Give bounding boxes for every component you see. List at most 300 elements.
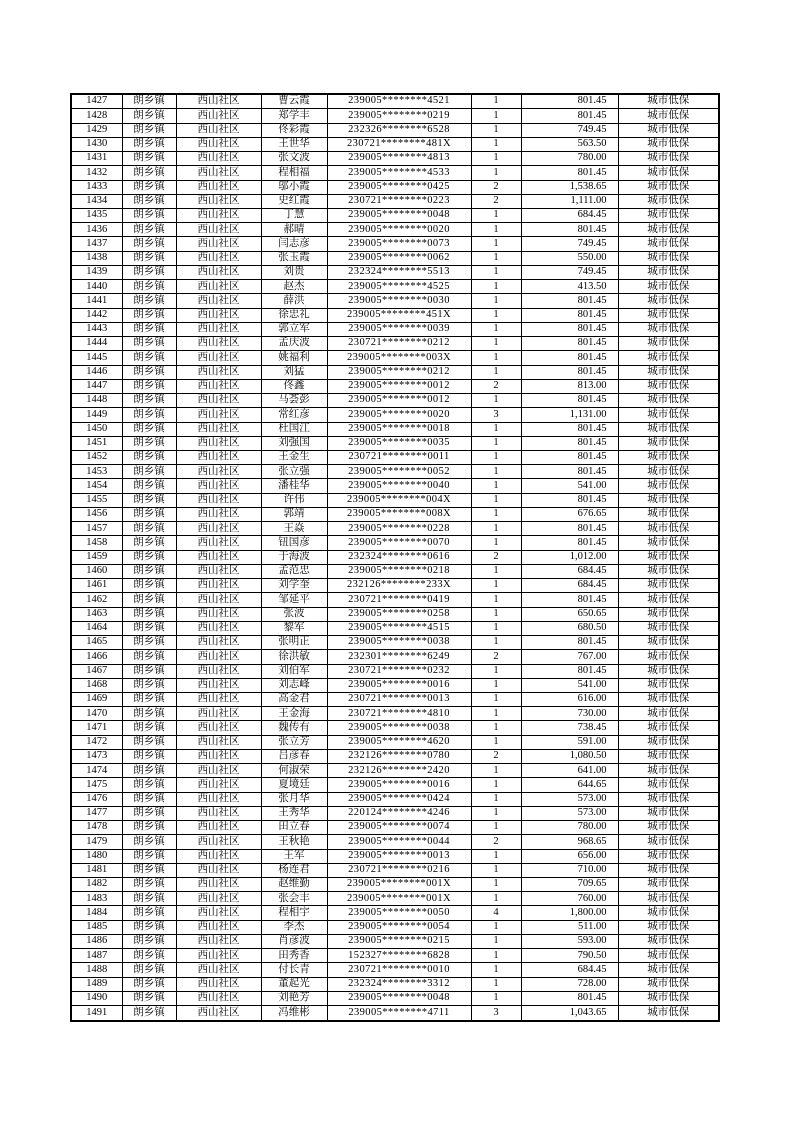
table-row bbox=[71, 180, 719, 194]
cell-amount: 801.45 bbox=[521, 450, 618, 464]
cell-members: 1 bbox=[471, 991, 521, 1005]
cell-category: 城市低保 bbox=[618, 109, 719, 123]
cell-category: 城市低保 bbox=[618, 408, 719, 422]
cell-category: 城市低保 bbox=[618, 991, 719, 1005]
table-row bbox=[71, 607, 719, 621]
cell-name: 姚福利 bbox=[261, 351, 327, 365]
cell-category: 城市低保 bbox=[618, 707, 719, 721]
cell-name: 刘艳芳 bbox=[261, 991, 327, 1005]
cell-seq: 1472 bbox=[71, 735, 122, 749]
cell-town: 朗乡镇 bbox=[122, 692, 176, 706]
cell-community: 西山社区 bbox=[176, 280, 261, 294]
cell-id-masked: 239005********004X bbox=[327, 493, 471, 507]
cell-name: 佟鑫 bbox=[261, 379, 327, 393]
cell-community: 西山社区 bbox=[176, 265, 261, 279]
cell-category: 城市低保 bbox=[618, 977, 719, 991]
cell-seq: 1488 bbox=[71, 963, 122, 977]
cell-category: 城市低保 bbox=[618, 536, 719, 550]
cell-community: 西山社区 bbox=[176, 408, 261, 422]
cell-name: 孟范忠 bbox=[261, 564, 327, 578]
cell-amount: 616.00 bbox=[521, 692, 618, 706]
cell-seq: 1480 bbox=[71, 849, 122, 863]
cell-members: 1 bbox=[471, 821, 521, 835]
cell-seq: 1461 bbox=[71, 579, 122, 593]
cell-community: 西山社区 bbox=[176, 835, 261, 849]
cell-members: 1 bbox=[471, 351, 521, 365]
cell-community: 西山社区 bbox=[176, 863, 261, 877]
cell-id-masked: 239005********0050 bbox=[327, 906, 471, 920]
cell-name: 付长青 bbox=[261, 963, 327, 977]
table-row bbox=[71, 707, 719, 721]
cell-town: 朗乡镇 bbox=[122, 636, 176, 650]
cell-amount: 680.50 bbox=[521, 621, 618, 635]
cell-town: 朗乡镇 bbox=[122, 308, 176, 322]
cell-seq: 1491 bbox=[71, 1006, 122, 1021]
cell-town: 朗乡镇 bbox=[122, 223, 176, 237]
cell-name: 夏境廷 bbox=[261, 778, 327, 792]
cell-id-masked: 239005********0258 bbox=[327, 607, 471, 621]
cell-name: 高金君 bbox=[261, 692, 327, 706]
cell-community: 西山社区 bbox=[176, 180, 261, 194]
cell-name: 冯维彬 bbox=[261, 1006, 327, 1021]
cell-name: 徐忠礼 bbox=[261, 308, 327, 322]
cell-community: 西山社区 bbox=[176, 806, 261, 820]
cell-name: 王秀华 bbox=[261, 806, 327, 820]
cell-name: 张会丰 bbox=[261, 892, 327, 906]
cell-community: 西山社区 bbox=[176, 735, 261, 749]
cell-amount: 684.45 bbox=[521, 963, 618, 977]
table-row bbox=[71, 436, 719, 450]
table-row bbox=[71, 379, 719, 393]
cell-seq: 1447 bbox=[71, 379, 122, 393]
cell-community: 西山社区 bbox=[176, 564, 261, 578]
cell-name: 王秋艳 bbox=[261, 835, 327, 849]
cell-amount: 541.00 bbox=[521, 678, 618, 692]
cell-category: 城市低保 bbox=[618, 821, 719, 835]
cell-town: 朗乡镇 bbox=[122, 792, 176, 806]
cell-id-masked: 239005********0062 bbox=[327, 251, 471, 265]
cell-seq: 1471 bbox=[71, 721, 122, 735]
cell-town: 朗乡镇 bbox=[122, 579, 176, 593]
cell-community: 西山社区 bbox=[176, 493, 261, 507]
cell-amount: 650.65 bbox=[521, 607, 618, 621]
cell-community: 西山社区 bbox=[176, 934, 261, 948]
table-row bbox=[71, 721, 719, 735]
table-row bbox=[71, 365, 719, 379]
cell-amount: 1,111.00 bbox=[521, 194, 618, 208]
cell-seq: 1481 bbox=[71, 863, 122, 877]
benefit-roster-table bbox=[70, 93, 720, 1022]
cell-name: 佟彩霞 bbox=[261, 123, 327, 137]
cell-id-masked: 239005********001X bbox=[327, 892, 471, 906]
cell-community: 西山社区 bbox=[176, 664, 261, 678]
cell-seq: 1451 bbox=[71, 436, 122, 450]
cell-amount: 801.45 bbox=[521, 94, 618, 109]
cell-seq: 1429 bbox=[71, 123, 122, 137]
cell-amount: 684.45 bbox=[521, 579, 618, 593]
cell-id-masked: 230721********0232 bbox=[327, 664, 471, 678]
cell-members: 1 bbox=[471, 137, 521, 151]
cell-seq: 1443 bbox=[71, 322, 122, 336]
cell-id-masked: 239005********0218 bbox=[327, 564, 471, 578]
cell-name: 钮国彦 bbox=[261, 536, 327, 550]
cell-town: 朗乡镇 bbox=[122, 194, 176, 208]
cell-name: 张明正 bbox=[261, 636, 327, 650]
cell-members: 1 bbox=[471, 223, 521, 237]
cell-members: 1 bbox=[471, 123, 521, 137]
cell-amount: 573.00 bbox=[521, 806, 618, 820]
cell-amount: 413.50 bbox=[521, 280, 618, 294]
cell-name: 张月华 bbox=[261, 792, 327, 806]
cell-category: 城市低保 bbox=[618, 906, 719, 920]
cell-category: 城市低保 bbox=[618, 636, 719, 650]
cell-name: 刘猛 bbox=[261, 365, 327, 379]
cell-name: 田秀香 bbox=[261, 949, 327, 963]
cell-seq: 1455 bbox=[71, 493, 122, 507]
cell-community: 西山社区 bbox=[176, 351, 261, 365]
cell-members: 1 bbox=[471, 436, 521, 450]
cell-members: 1 bbox=[471, 94, 521, 109]
cell-category: 城市低保 bbox=[618, 180, 719, 194]
table-row bbox=[71, 194, 719, 208]
cell-id-masked: 239005********4813 bbox=[327, 152, 471, 166]
cell-name: 张文波 bbox=[261, 152, 327, 166]
cell-id-masked: 230721********0419 bbox=[327, 593, 471, 607]
cell-community: 西山社区 bbox=[176, 507, 261, 521]
cell-amount: 749.45 bbox=[521, 237, 618, 251]
cell-town: 朗乡镇 bbox=[122, 735, 176, 749]
cell-members: 1 bbox=[471, 166, 521, 180]
cell-category: 城市低保 bbox=[618, 450, 719, 464]
cell-amount: 709.65 bbox=[521, 878, 618, 892]
cell-community: 西山社区 bbox=[176, 878, 261, 892]
table-row bbox=[71, 764, 719, 778]
cell-community: 西山社区 bbox=[176, 365, 261, 379]
cell-town: 朗乡镇 bbox=[122, 863, 176, 877]
table-row bbox=[71, 337, 719, 351]
cell-members: 1 bbox=[471, 365, 521, 379]
cell-community: 西山社区 bbox=[176, 849, 261, 863]
cell-amount: 801.45 bbox=[521, 223, 618, 237]
cell-id-masked: 232326********6528 bbox=[327, 123, 471, 137]
table-row bbox=[71, 735, 719, 749]
cell-community: 西山社区 bbox=[176, 607, 261, 621]
cell-town: 朗乡镇 bbox=[122, 137, 176, 151]
cell-name: 刘贵 bbox=[261, 265, 327, 279]
cell-town: 朗乡镇 bbox=[122, 152, 176, 166]
cell-members: 3 bbox=[471, 408, 521, 422]
cell-id-masked: 239005********0020 bbox=[327, 223, 471, 237]
cell-members: 1 bbox=[471, 607, 521, 621]
cell-community: 西山社区 bbox=[176, 906, 261, 920]
cell-category: 城市低保 bbox=[618, 251, 719, 265]
cell-amount: 790.50 bbox=[521, 949, 618, 963]
cell-amount: 801.45 bbox=[521, 465, 618, 479]
cell-community: 西山社区 bbox=[176, 109, 261, 123]
cell-id-masked: 239005********0070 bbox=[327, 536, 471, 550]
cell-name: 刘志峰 bbox=[261, 678, 327, 692]
cell-category: 城市低保 bbox=[618, 379, 719, 393]
cell-town: 朗乡镇 bbox=[122, 123, 176, 137]
cell-amount: 801.45 bbox=[521, 351, 618, 365]
table-row bbox=[71, 749, 719, 763]
cell-town: 朗乡镇 bbox=[122, 365, 176, 379]
table-row bbox=[71, 564, 719, 578]
cell-community: 西山社区 bbox=[176, 821, 261, 835]
cell-seq: 1431 bbox=[71, 152, 122, 166]
cell-name: 闫志彦 bbox=[261, 237, 327, 251]
cell-town: 朗乡镇 bbox=[122, 949, 176, 963]
cell-amount: 550.00 bbox=[521, 251, 618, 265]
cell-town: 朗乡镇 bbox=[122, 493, 176, 507]
cell-members: 1 bbox=[471, 764, 521, 778]
cell-id-masked: 239005********008X bbox=[327, 507, 471, 521]
cell-seq: 1470 bbox=[71, 707, 122, 721]
cell-name: 杨连君 bbox=[261, 863, 327, 877]
cell-members: 1 bbox=[471, 949, 521, 963]
cell-amount: 676.65 bbox=[521, 507, 618, 521]
cell-id-masked: 239005********0013 bbox=[327, 849, 471, 863]
cell-name: 赵维勤 bbox=[261, 878, 327, 892]
cell-id-masked: 232324********3312 bbox=[327, 977, 471, 991]
cell-members: 1 bbox=[471, 934, 521, 948]
cell-id-masked: 230721********0013 bbox=[327, 692, 471, 706]
cell-community: 西山社区 bbox=[176, 621, 261, 635]
cell-community: 西山社区 bbox=[176, 920, 261, 934]
cell-name: 徐洪敏 bbox=[261, 650, 327, 664]
cell-seq: 1490 bbox=[71, 991, 122, 1005]
table-row bbox=[71, 650, 719, 664]
cell-seq: 1489 bbox=[71, 977, 122, 991]
cell-category: 城市低保 bbox=[618, 166, 719, 180]
cell-town: 朗乡镇 bbox=[122, 109, 176, 123]
cell-members: 1 bbox=[471, 707, 521, 721]
cell-name: 程相福 bbox=[261, 166, 327, 180]
table-row bbox=[71, 892, 719, 906]
cell-seq: 1468 bbox=[71, 678, 122, 692]
cell-amount: 710.00 bbox=[521, 863, 618, 877]
cell-category: 城市低保 bbox=[618, 920, 719, 934]
table-row bbox=[71, 906, 719, 920]
cell-category: 城市低保 bbox=[618, 209, 719, 223]
cell-members: 1 bbox=[471, 792, 521, 806]
cell-name: 肖彦波 bbox=[261, 934, 327, 948]
cell-name: 杜国江 bbox=[261, 422, 327, 436]
cell-id-masked: 239005********0425 bbox=[327, 180, 471, 194]
cell-seq: 1432 bbox=[71, 166, 122, 180]
cell-town: 朗乡镇 bbox=[122, 351, 176, 365]
cell-seq: 1475 bbox=[71, 778, 122, 792]
table-row bbox=[71, 550, 719, 564]
cell-town: 朗乡镇 bbox=[122, 507, 176, 521]
cell-seq: 1437 bbox=[71, 237, 122, 251]
cell-members: 1 bbox=[471, 735, 521, 749]
table-row bbox=[71, 251, 719, 265]
cell-amount: 684.45 bbox=[521, 209, 618, 223]
cell-members: 1 bbox=[471, 337, 521, 351]
cell-seq: 1435 bbox=[71, 209, 122, 223]
cell-community: 西山社区 bbox=[176, 721, 261, 735]
cell-category: 城市低保 bbox=[618, 479, 719, 493]
cell-members: 2 bbox=[471, 749, 521, 763]
cell-id-masked: 239005********0018 bbox=[327, 422, 471, 436]
cell-amount: 813.00 bbox=[521, 379, 618, 393]
table-row bbox=[71, 109, 719, 123]
cell-id-masked: 239005********0228 bbox=[327, 522, 471, 536]
cell-members: 1 bbox=[471, 479, 521, 493]
cell-community: 西山社区 bbox=[176, 322, 261, 336]
cell-town: 朗乡镇 bbox=[122, 991, 176, 1005]
cell-name: 董起光 bbox=[261, 977, 327, 991]
cell-seq: 1486 bbox=[71, 934, 122, 948]
cell-category: 城市低保 bbox=[618, 564, 719, 578]
cell-id-masked: 239005********0219 bbox=[327, 109, 471, 123]
table-row bbox=[71, 522, 719, 536]
cell-name: 李杰 bbox=[261, 920, 327, 934]
cell-members: 1 bbox=[471, 579, 521, 593]
cell-amount: 780.00 bbox=[521, 152, 618, 166]
cell-members: 1 bbox=[471, 593, 521, 607]
cell-amount: 641.00 bbox=[521, 764, 618, 778]
cell-name: 孟庆波 bbox=[261, 337, 327, 351]
cell-category: 城市低保 bbox=[618, 849, 719, 863]
cell-seq: 1445 bbox=[71, 351, 122, 365]
cell-amount: 801.45 bbox=[521, 536, 618, 550]
cell-category: 城市低保 bbox=[618, 507, 719, 521]
cell-members: 1 bbox=[471, 806, 521, 820]
cell-id-masked: 239005********4521 bbox=[327, 94, 471, 109]
cell-amount: 730.00 bbox=[521, 707, 618, 721]
cell-name: 田立春 bbox=[261, 821, 327, 835]
cell-seq: 1476 bbox=[71, 792, 122, 806]
table-row bbox=[71, 991, 719, 1005]
cell-amount: 801.45 bbox=[521, 422, 618, 436]
cell-amount: 573.00 bbox=[521, 792, 618, 806]
cell-community: 西山社区 bbox=[176, 223, 261, 237]
cell-community: 西山社区 bbox=[176, 1006, 261, 1021]
cell-name: 赵杰 bbox=[261, 280, 327, 294]
table-row bbox=[71, 94, 719, 109]
cell-town: 朗乡镇 bbox=[122, 251, 176, 265]
table-row bbox=[71, 792, 719, 806]
cell-seq: 1454 bbox=[71, 479, 122, 493]
table-row bbox=[71, 678, 719, 692]
cell-seq: 1483 bbox=[71, 892, 122, 906]
cell-category: 城市低保 bbox=[618, 593, 719, 607]
cell-id-masked: 239005********4525 bbox=[327, 280, 471, 294]
cell-category: 城市低保 bbox=[618, 94, 719, 109]
table-row bbox=[71, 308, 719, 322]
cell-town: 朗乡镇 bbox=[122, 849, 176, 863]
cell-id-masked: 239005********0074 bbox=[327, 821, 471, 835]
cell-category: 城市低保 bbox=[618, 650, 719, 664]
table-row bbox=[71, 209, 719, 223]
cell-community: 西山社区 bbox=[176, 707, 261, 721]
table-row bbox=[71, 450, 719, 464]
cell-amount: 767.00 bbox=[521, 650, 618, 664]
cell-category: 城市低保 bbox=[618, 152, 719, 166]
cell-members: 1 bbox=[471, 636, 521, 650]
cell-seq: 1440 bbox=[71, 280, 122, 294]
cell-amount: 684.45 bbox=[521, 564, 618, 578]
cell-town: 朗乡镇 bbox=[122, 835, 176, 849]
cell-community: 西山社区 bbox=[176, 379, 261, 393]
cell-seq: 1477 bbox=[71, 806, 122, 820]
cell-id-masked: 230721********481X bbox=[327, 137, 471, 151]
cell-seq: 1478 bbox=[71, 821, 122, 835]
cell-members: 3 bbox=[471, 1006, 521, 1021]
cell-seq: 1438 bbox=[71, 251, 122, 265]
cell-category: 城市低保 bbox=[618, 493, 719, 507]
cell-amount: 1,131.00 bbox=[521, 408, 618, 422]
cell-town: 朗乡镇 bbox=[122, 607, 176, 621]
cell-id-masked: 152327********6828 bbox=[327, 949, 471, 963]
cell-category: 城市低保 bbox=[618, 308, 719, 322]
cell-community: 西山社区 bbox=[176, 152, 261, 166]
cell-id-masked: 239005********0039 bbox=[327, 322, 471, 336]
cell-community: 西山社区 bbox=[176, 636, 261, 650]
cell-name: 王世华 bbox=[261, 137, 327, 151]
cell-members: 1 bbox=[471, 265, 521, 279]
cell-seq: 1460 bbox=[71, 564, 122, 578]
cell-amount: 801.45 bbox=[521, 522, 618, 536]
cell-community: 西山社区 bbox=[176, 123, 261, 137]
table-row bbox=[71, 621, 719, 635]
cell-name: 邹延平 bbox=[261, 593, 327, 607]
cell-name: 张玉霞 bbox=[261, 251, 327, 265]
cell-id-masked: 239005********003X bbox=[327, 351, 471, 365]
cell-category: 城市低保 bbox=[618, 436, 719, 450]
cell-town: 朗乡镇 bbox=[122, 664, 176, 678]
cell-town: 朗乡镇 bbox=[122, 564, 176, 578]
cell-community: 西山社区 bbox=[176, 479, 261, 493]
cell-category: 城市低保 bbox=[618, 137, 719, 151]
cell-id-masked: 220124********4246 bbox=[327, 806, 471, 820]
cell-community: 西山社区 bbox=[176, 550, 261, 564]
table-row bbox=[71, 593, 719, 607]
cell-id-masked: 232324********5513 bbox=[327, 265, 471, 279]
cell-town: 朗乡镇 bbox=[122, 379, 176, 393]
cell-town: 朗乡镇 bbox=[122, 322, 176, 336]
cell-community: 西山社区 bbox=[176, 436, 261, 450]
cell-town: 朗乡镇 bbox=[122, 678, 176, 692]
cell-members: 1 bbox=[471, 465, 521, 479]
cell-town: 朗乡镇 bbox=[122, 778, 176, 792]
table-row bbox=[71, 265, 719, 279]
cell-amount: 1,043.65 bbox=[521, 1006, 618, 1021]
cell-seq: 1464 bbox=[71, 621, 122, 635]
cell-community: 西山社区 bbox=[176, 749, 261, 763]
cell-id-masked: 232126********233X bbox=[327, 579, 471, 593]
cell-id-masked: 239005********0040 bbox=[327, 479, 471, 493]
table-body bbox=[71, 94, 719, 1021]
cell-category: 城市低保 bbox=[618, 194, 719, 208]
cell-seq: 1459 bbox=[71, 550, 122, 564]
cell-amount: 780.00 bbox=[521, 821, 618, 835]
cell-id-masked: 232126********0780 bbox=[327, 749, 471, 763]
cell-id-masked: 239005********0073 bbox=[327, 237, 471, 251]
cell-members: 1 bbox=[471, 664, 521, 678]
cell-town: 朗乡镇 bbox=[122, 906, 176, 920]
cell-community: 西山社区 bbox=[176, 422, 261, 436]
table-row bbox=[71, 507, 719, 521]
cell-town: 朗乡镇 bbox=[122, 536, 176, 550]
cell-id-masked: 239005********0044 bbox=[327, 835, 471, 849]
cell-amount: 728.00 bbox=[521, 977, 618, 991]
cell-category: 城市低保 bbox=[618, 764, 719, 778]
cell-members: 1 bbox=[471, 621, 521, 635]
cell-amount: 801.45 bbox=[521, 593, 618, 607]
